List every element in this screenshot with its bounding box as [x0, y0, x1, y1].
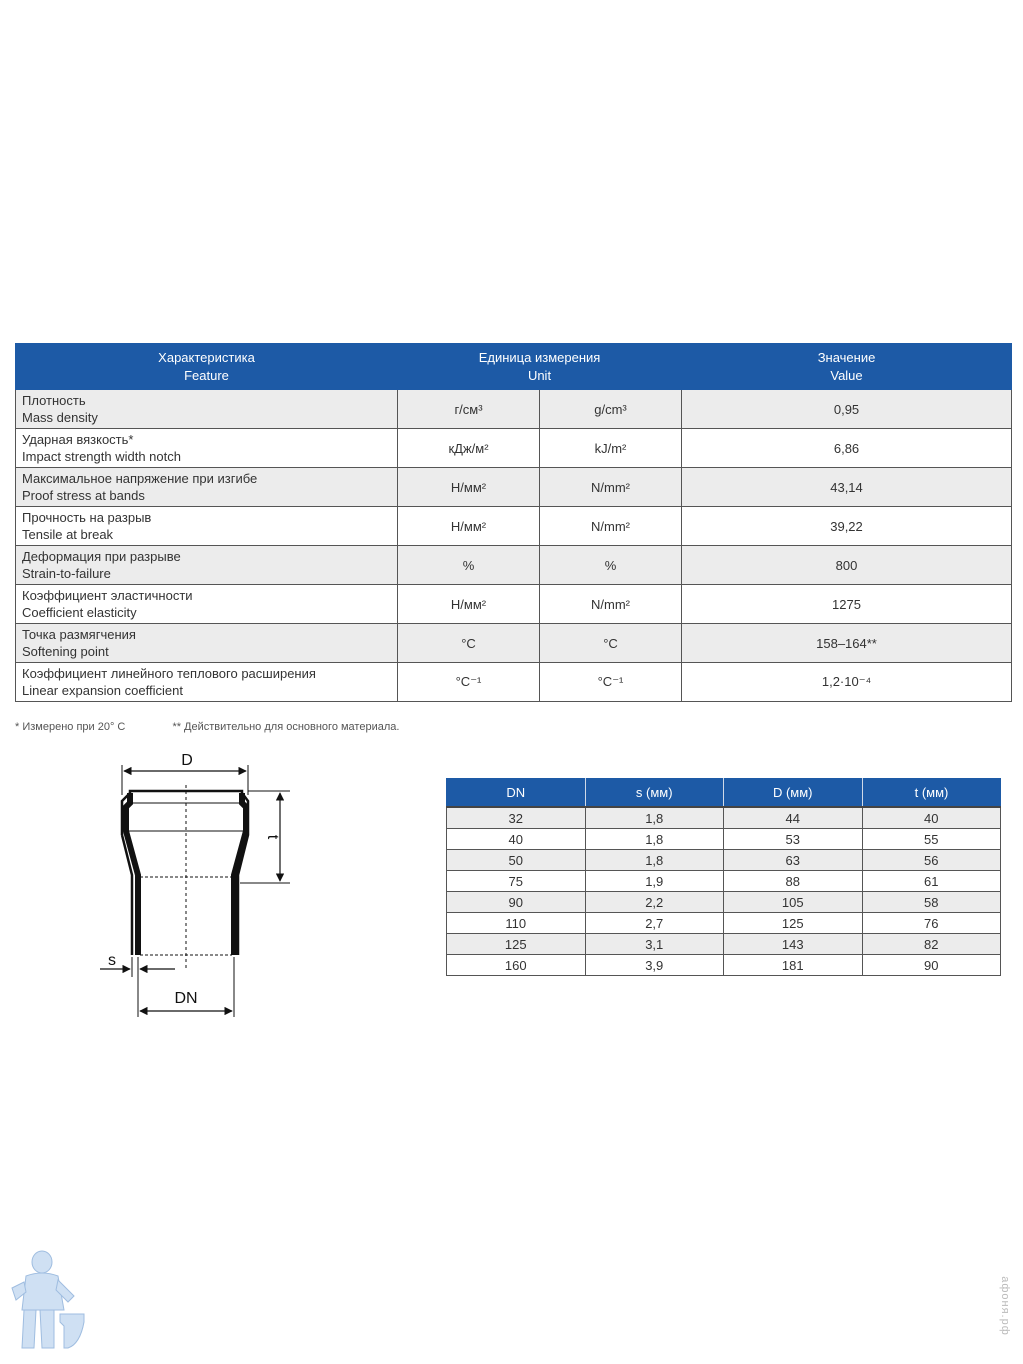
value-cell: 43,14	[682, 468, 1012, 507]
value-cell: 6,86	[682, 429, 1012, 468]
table-row	[447, 892, 1001, 913]
s-cell: 3,1	[585, 934, 724, 955]
feature-en: Softening point	[22, 644, 109, 659]
d-cell: 88	[724, 871, 863, 892]
dn-cell: 40	[447, 829, 586, 850]
d-cell: 105	[724, 892, 863, 913]
value-cell: 1,2·10⁻⁴	[682, 663, 1012, 702]
feature-ru: Прочность на разрыв	[22, 510, 152, 525]
dimensions-table	[446, 778, 1001, 976]
feature-ru: Ударная вязкость*	[22, 432, 134, 447]
plumber-mascot-logo	[8, 1248, 88, 1356]
unit-ru-cell: Н/мм²	[398, 585, 540, 624]
dn-cell: 90	[447, 892, 586, 913]
feature-en: Strain-to-failure	[22, 566, 111, 581]
watermark: афоня.рф	[999, 1276, 1011, 1336]
s-cell: 3,9	[585, 955, 724, 976]
feature-ru: Плотность	[22, 393, 86, 408]
table-row	[16, 468, 1012, 507]
unit-ru-cell: кДж/м²	[398, 429, 540, 468]
value-cell: 800	[682, 546, 1012, 585]
header-d: D (мм)	[724, 778, 863, 807]
table-row	[447, 913, 1001, 934]
s-cell: 1,9	[585, 871, 724, 892]
unit-ru-cell: °C⁻¹	[398, 663, 540, 702]
value-cell: 158–164**	[682, 624, 1012, 663]
unit-ru-cell: Н/мм²	[398, 468, 540, 507]
footnote-material: ** Действительно для основного материала.	[172, 721, 400, 733]
dn-cell: 32	[447, 807, 586, 829]
d-cell: 53	[724, 829, 863, 850]
unit-en-cell: °C⁻¹	[540, 663, 682, 702]
header-t: t (мм)	[862, 778, 1001, 807]
feature-en: Proof stress at bands	[22, 488, 145, 503]
header-feature-ru: Характеристика	[158, 349, 255, 365]
t-cell: 76	[862, 913, 1001, 934]
feature-en: Mass density	[22, 410, 98, 425]
feature-ru: Коэффициент линейного теплового расширения	[22, 666, 316, 681]
feature-cell	[16, 468, 398, 507]
feature-ru: Деформация при разрыве	[22, 549, 181, 564]
feature-cell	[16, 663, 398, 702]
unit-en-cell: N/mm²	[540, 585, 682, 624]
d-cell: 63	[724, 850, 863, 871]
feature-cell	[16, 546, 398, 585]
table-row	[447, 829, 1001, 850]
pipe-inner-wall-right	[234, 793, 246, 955]
t-cell: 58	[862, 892, 1001, 913]
dn-cell: 110	[447, 913, 586, 934]
t-cell: 82	[862, 934, 1001, 955]
table-row	[447, 850, 1001, 871]
dn-cell: 50	[447, 850, 586, 871]
table-row	[447, 871, 1001, 892]
header-feature-en: Feature	[184, 367, 229, 383]
table-row	[16, 624, 1012, 663]
feature-en: Impact strength width notch	[22, 449, 181, 464]
value-cell: 39,22	[682, 507, 1012, 546]
table-row	[447, 955, 1001, 976]
label-d: D	[181, 752, 193, 769]
label-dn: DN	[174, 990, 198, 1007]
header-dn: DN	[447, 778, 586, 807]
value-cell: 1275	[682, 585, 1012, 624]
feature-ru: Точка размягчения	[22, 627, 136, 642]
s-cell: 1,8	[585, 829, 724, 850]
unit-en-cell: %	[540, 546, 682, 585]
properties-header-row	[16, 344, 1012, 390]
s-cell: 2,2	[585, 892, 724, 913]
feature-en: Linear expansion coefficient	[22, 683, 183, 698]
t-cell: 56	[862, 850, 1001, 871]
t-cell: 61	[862, 871, 1001, 892]
dn-cell: 125	[447, 934, 586, 955]
header-value	[682, 344, 1012, 390]
s-cell: 1,8	[585, 807, 724, 829]
header-unit	[398, 344, 682, 390]
d-cell: 44	[724, 807, 863, 829]
feature-cell	[16, 585, 398, 624]
table-row	[16, 390, 1012, 429]
t-cell: 40	[862, 807, 1001, 829]
t-cell: 55	[862, 829, 1001, 850]
table-row	[447, 807, 1001, 829]
table-row	[16, 507, 1012, 546]
unit-en-cell: N/mm²	[540, 507, 682, 546]
header-unit-en: Unit	[527, 367, 552, 383]
s-cell: 2,7	[585, 913, 724, 934]
table-row	[16, 429, 1012, 468]
header-value-en: Value	[830, 367, 863, 383]
unit-en-cell: g/cm³	[540, 390, 682, 429]
d-cell: 125	[724, 913, 863, 934]
pipe-socket-drawing	[90, 745, 320, 1025]
d-cell: 143	[724, 934, 863, 955]
t-cell: 90	[862, 955, 1001, 976]
unit-ru-cell: г/см³	[398, 390, 540, 429]
feature-cell	[16, 429, 398, 468]
unit-ru-cell: Н/мм²	[398, 507, 540, 546]
properties-table	[15, 343, 1012, 702]
dimensions-header-row	[447, 778, 1001, 807]
table-row	[447, 934, 1001, 955]
table-row	[16, 663, 1012, 702]
feature-en: Coefficient elasticity	[22, 605, 137, 620]
label-t: t	[264, 834, 281, 840]
header-value-ru: Значение	[817, 349, 876, 365]
table-row	[16, 546, 1012, 585]
feature-cell	[16, 624, 398, 663]
s-cell: 1,8	[585, 850, 724, 871]
unit-ru-cell: %	[398, 546, 540, 585]
feature-ru: Максимальное напряжение при изгибе	[22, 471, 258, 486]
dn-cell: 75	[447, 871, 586, 892]
table-row	[16, 585, 1012, 624]
header-unit-ru: Единица измерения	[478, 349, 601, 365]
label-s: s	[108, 952, 116, 969]
footnote-measured: * Измерено при 20° С	[15, 721, 126, 733]
dn-cell: 160	[447, 955, 586, 976]
feature-cell	[16, 390, 398, 429]
unit-en-cell: kJ/m²	[540, 429, 682, 468]
d-cell: 181	[724, 955, 863, 976]
header-feature	[16, 344, 398, 390]
feature-ru: Коэффициент эластичности	[22, 588, 193, 603]
value-cell: 0,95	[682, 390, 1012, 429]
unit-ru-cell: °C	[398, 624, 540, 663]
header-s: s (мм)	[585, 778, 724, 807]
footnotes	[15, 721, 399, 733]
feature-cell	[16, 507, 398, 546]
unit-en-cell: °C	[540, 624, 682, 663]
feature-en: Tensile at break	[22, 527, 114, 542]
unit-en-cell: N/mm²	[540, 468, 682, 507]
